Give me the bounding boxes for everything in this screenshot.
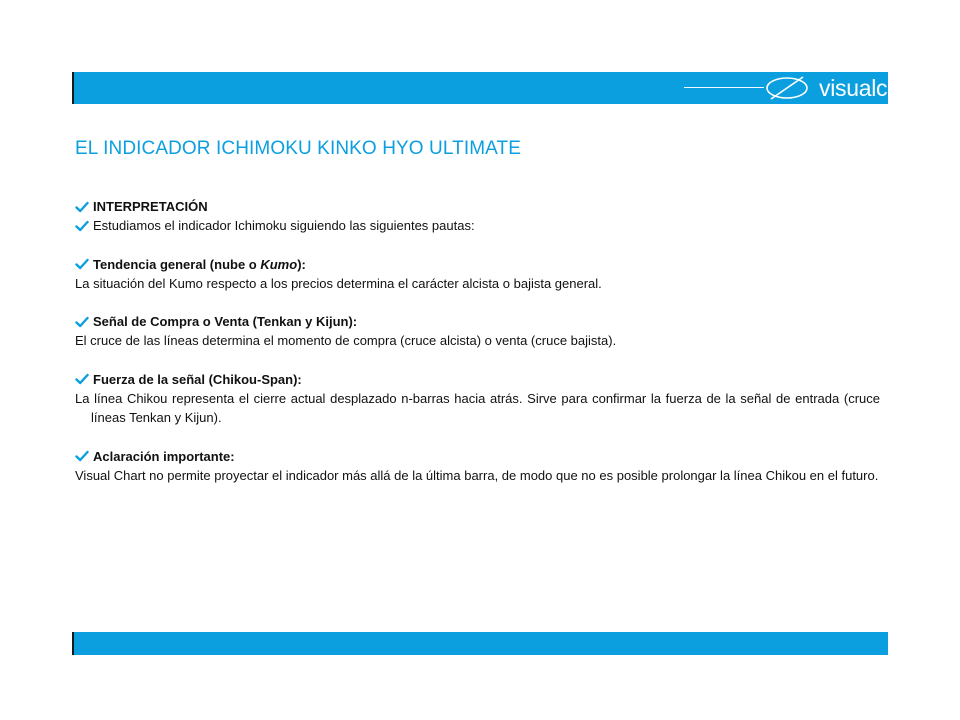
bullet-fuerza — [75, 370, 880, 389]
checkmark-icon — [75, 449, 89, 463]
footer-bar — [72, 632, 888, 655]
checkmark-icon — [75, 200, 89, 214]
section-heading: Fuerza de la señal (Chikou-Span): — [93, 371, 302, 387]
header-bar — [72, 72, 926, 104]
section-heading: Tendencia general (nube o Kumo): — [93, 256, 306, 272]
checkmark-icon — [75, 372, 89, 386]
bullet-senal — [75, 312, 880, 331]
section-heading: INTERPRETACIÓN — [93, 199, 208, 214]
bullet-estudiamos — [75, 216, 880, 235]
visualchart-logo-icon — [762, 75, 812, 101]
section-heading: Señal de Compra o Venta (Tenkan y Kijun): — [93, 314, 358, 330]
brand-name: visualchart — [819, 75, 926, 101]
section-text: Visual Chart no permite proyectar el indicador más allá de la última barra, de modo que no es posible prolongar la línea Chikou en el futuro. — [75, 467, 879, 483]
section-text: La línea Chikou representa el cierre actual desplazado n-barras hacia atrás. Sirve para confirmar la fuerza de la señal de entrada (cruce líneas Tenkan y Kijun). — [75, 391, 880, 426]
brand-divider-line — [684, 87, 764, 88]
content-body — [75, 197, 880, 485]
page-title: EL INDICADOR ICHIMOKU KINKO HYO ULTIMATE — [75, 138, 521, 159]
section-text: El cruce de las líneas determina el momento de compra (cruce alcista) o venta (cruce bajista). — [75, 333, 617, 349]
checkmark-icon — [75, 257, 89, 271]
bullet-aclaracion — [75, 447, 880, 466]
bullet-interpretacion — [75, 197, 880, 216]
brand-logo — [684, 72, 926, 104]
section-heading: Aclaración importante: — [93, 448, 235, 464]
checkmark-icon — [75, 219, 89, 233]
section-subtitle: Estudiamos el indicador Ichimoku siguiendo las siguientes pautas: — [93, 218, 475, 234]
bullet-tendencia — [75, 255, 880, 274]
section-text: La situación del Kumo respecto a los precios determina el carácter alcista o bajista general. — [75, 275, 602, 291]
checkmark-icon — [75, 315, 89, 329]
